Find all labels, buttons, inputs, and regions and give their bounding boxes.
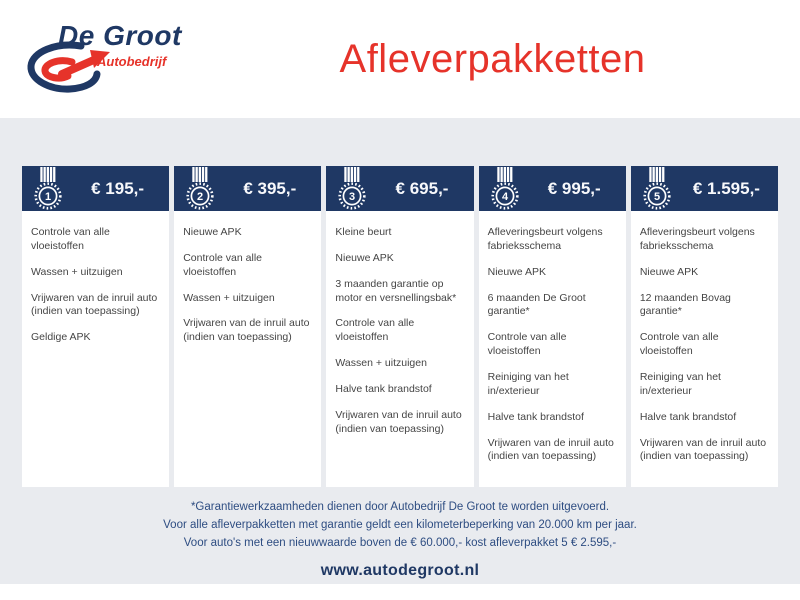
feature-item: Nieuwe APK <box>335 251 394 264</box>
medal-number: 4 <box>501 191 508 203</box>
feature-item: Halve tank brandstof <box>487 410 584 423</box>
header <box>0 0 800 118</box>
package-header <box>22 166 169 211</box>
feature-item: Halve tank brandstof <box>335 383 432 396</box>
logo-subtitle: Autobedrijf <box>97 54 167 69</box>
feature-item: Vrijwaren van de inruil auto (indien van toepassing) <box>183 317 310 344</box>
package-price: € 1.595,- <box>692 178 760 198</box>
medal-number: 1 <box>44 191 52 203</box>
dealer-logo <box>0 16 230 102</box>
package-card <box>326 166 473 487</box>
feature-item: Geldige APK <box>31 331 91 344</box>
package-card <box>22 166 169 487</box>
feature-list <box>326 211 473 437</box>
feature-item: Nieuwe APK <box>639 265 699 278</box>
medal-icon <box>490 167 520 216</box>
disclaimer <box>0 499 800 552</box>
feature-item: Afleveringsbeurt volgens fabrieksschema <box>487 226 603 252</box>
package-header <box>479 166 626 211</box>
package-price: € 395,- <box>243 178 297 198</box>
medal-icon <box>185 167 215 216</box>
feature-list <box>631 211 778 464</box>
feature-item: Wassen + uitzuigen <box>183 291 275 304</box>
package-price: € 695,- <box>395 178 449 198</box>
feature-item: Vrijwaren van de inruil auto (indien van toepassing) <box>639 436 767 463</box>
feature-item: Controle van alle vloeistoffen <box>31 226 110 252</box>
package-price: € 995,- <box>547 178 601 198</box>
medal-number: 5 <box>653 191 660 203</box>
feature-item: Kleine beurt <box>335 226 392 238</box>
feature-list <box>479 211 626 464</box>
feature-item: Wassen + uitzuigen <box>335 357 427 370</box>
package-header <box>174 166 321 211</box>
feature-item: Reiniging van het in/exterieur <box>639 371 721 397</box>
medal-number: 3 <box>349 191 356 203</box>
feature-item: 6 maanden De Groot garantie* <box>487 291 586 318</box>
disclaimer-line: Voor auto's met een nieuwwaarde boven de € 60.000,- kost afleverpakket 5 € 2.595,- <box>183 536 617 549</box>
feature-item: 12 maanden Bovag garantie* <box>639 291 731 318</box>
feature-list <box>22 211 169 345</box>
package-card <box>174 166 321 487</box>
medal-icon <box>642 167 672 216</box>
feature-item: Reiniging van het in/exterieur <box>487 371 569 397</box>
feature-item: Controle van alle vloeistoffen <box>487 331 567 358</box>
website-url: www.autodegroot.nl <box>320 562 480 580</box>
medal-icon <box>33 167 63 216</box>
feature-item: Vrijwaren van de inruil auto (indien van toepassing) <box>31 291 158 318</box>
feature-item: Afleveringsbeurt volgens fabrieksschema <box>639 226 755 252</box>
feature-item: Controle van alle vloeistoffen <box>335 317 415 344</box>
medal-icon <box>337 167 367 216</box>
feature-item: Nieuwe APK <box>487 265 546 278</box>
disclaimer-line: Voor alle afleverpakketten met garantie geldt een kilometerbeperking van 20.000 km per jaar. <box>163 518 637 531</box>
package-price: € 195,- <box>91 178 145 198</box>
feature-item: Halve tank brandstof <box>639 410 737 423</box>
feature-item: Wassen + uitzuigen <box>31 265 123 278</box>
feature-item: Controle van alle vloeistoffen <box>639 331 719 358</box>
feature-list <box>174 211 321 345</box>
feature-item: Vrijwaren van de inruil auto (indien van toepassing) <box>335 408 462 435</box>
disclaimer-line: *Garantiewerkzaamheden dienen door Autobedrijf De Groot te worden uitgevoerd. <box>190 501 610 513</box>
package-card <box>631 166 778 487</box>
medal-number: 2 <box>197 191 204 203</box>
packages-row <box>22 166 778 487</box>
logo-name: De Groot <box>58 20 182 51</box>
feature-item: Nieuwe APK <box>183 226 242 238</box>
package-card <box>479 166 626 487</box>
content-band <box>0 118 800 584</box>
feature-item: Controle van alle vloeistoffen <box>183 251 262 278</box>
feature-item: 3 maanden garantie op motor en versnellingsbak* <box>335 277 457 304</box>
package-header <box>326 166 473 211</box>
page-title: Afleverpakketten <box>339 36 646 81</box>
bottom-strip <box>0 584 800 600</box>
feature-item: Vrijwaren van de inruil auto (indien van toepassing) <box>487 436 614 463</box>
package-header <box>631 166 778 211</box>
